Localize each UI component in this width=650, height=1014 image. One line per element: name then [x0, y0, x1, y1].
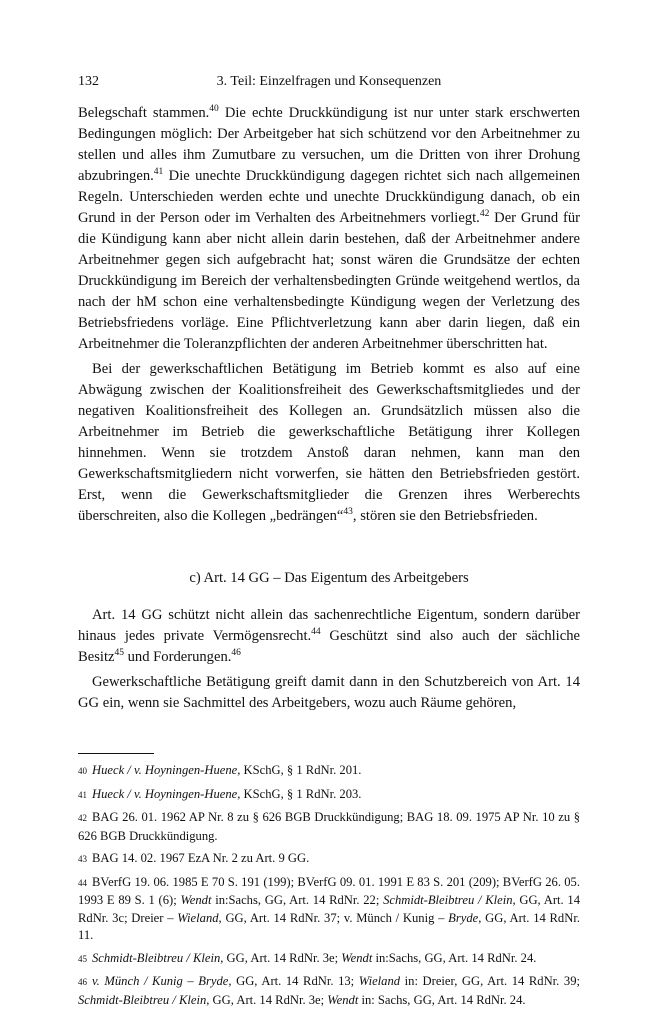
footnote: [78, 786, 580, 805]
italic-text: Wendt: [180, 893, 212, 907]
footnote: [78, 874, 580, 945]
footnote-ref: 45: [114, 648, 124, 658]
footnotes: [78, 762, 580, 1009]
italic-text: Schmidt-Bleibtreu / Klein,: [78, 992, 210, 1007]
footnote-ref: 43: [343, 507, 353, 517]
italic-text: Wieland: [358, 974, 401, 988]
footnote-ref: 46: [231, 648, 241, 658]
body-text: [78, 103, 580, 714]
text-run: und Forderungen.: [123, 649, 232, 665]
footnote: [78, 762, 580, 781]
text-run: GG, Art. 14 RdNr. 11.: [78, 910, 580, 942]
footnote-number: 43: [78, 854, 87, 864]
text-run: Die echte Druckkündigung ist nur unter stark erschwerten Bedingungen möglich: Der Arbeitgeber hat sich schützend vor den Arbeitnehmer zu stellen und alles ihm Zumutbare zu versuchen, um die Dritten von ihrer Drohung abzubringen.: [78, 105, 580, 184]
text-run: KSchG, § 1 RdNr. 203.: [240, 786, 362, 801]
footnote-number: 45: [78, 953, 87, 964]
running-title: 3. Teil: Einzelfragen und Konsequenzen: [216, 74, 442, 89]
footnote-number: 46: [78, 977, 87, 987]
footnote: [78, 950, 580, 969]
text-run: KSchG, § 1 RdNr. 201.: [240, 763, 362, 777]
footnote-ref: 44: [311, 627, 321, 637]
text-run: Art. 14 GG schützt nicht allein das sachenrechtliche Eigentum, sondern darüber hinaus jedes private Vermögensrecht.: [78, 607, 580, 644]
text-run: in: Dreier, GG, Art. 14 RdNr. 39;: [400, 974, 580, 988]
text-run: GG, Art. 14 RdNr. 3e;: [209, 992, 328, 1007]
italic-text: Wendt: [327, 992, 359, 1007]
text-run: Geschützt sind also auch der sächliche Besitz: [78, 628, 580, 665]
italic-text: v. Münch / Kunig – Bryde,: [92, 974, 232, 988]
footnote-ref: 40: [209, 104, 219, 114]
text-run: Die unechte Druckkündigung dagegen richtet sich nach allgemeinen Regeln. Unterschieden werden echte und unechte Druckkündigung danach, ob ein Grund in der Person oder im Verhalten des Arbeitnehmers vorliegt.: [78, 168, 580, 226]
footnote-number: 41: [78, 789, 87, 800]
italic-text: Schmidt-Bleibtreu / Klein,: [383, 893, 516, 907]
text-run: in:Sachs, GG, Art. 14 RdNr. 24.: [372, 950, 537, 965]
text-run: GG, Art. 14 RdNr. 37; v. Münch / Kunig –: [221, 910, 449, 925]
footnote: [78, 973, 580, 1009]
text-run: Der Grund für die Kündigung kann aber nicht allein darin bestehen, daß der Arbeitnehmer andere Arbeitnehmer gegen sich aufgebracht hat; sonst wären die Grundsätze der echten Druckkündigung im Bereich der verhaltensbedingten Gründe weitgehend wertlos, da nach der hM schon eine verhaltensbedingte Kündigung wegen der Verletzung des Betriebsfriedens vorläge. Eine Pflichtverletzung kann aber darin liegen, daß ein Arbeitnehmer die Toleranzpflichten der anderen Arbeitnehmer überschritten hat.: [78, 210, 580, 352]
italic-text: Bryde,: [448, 910, 482, 925]
page-number: 132: [78, 74, 99, 89]
text-run: BAG 14. 02. 1967 EzA Nr. 2 zu Art. 9 GG.: [92, 851, 310, 865]
text-run: GG, Art. 14 RdNr. 13;: [231, 974, 359, 988]
text-run: , stören sie den Betriebsfrieden.: [352, 508, 538, 524]
text-run: Belegschaft stammen.: [78, 105, 210, 121]
text-run: in: Sachs, GG, Art. 14 RdNr. 24.: [358, 992, 526, 1007]
paragraph: [78, 672, 580, 714]
footnote-ref: 42: [479, 209, 490, 219]
text-run: GG, Art. 14 RdNr. 3c; Dreier –: [78, 893, 580, 925]
italic-text: Wieland,: [177, 910, 222, 925]
paragraph: [78, 605, 580, 668]
italic-text: Wendt: [341, 950, 373, 965]
paragraph: [78, 359, 580, 527]
section-heading: c) Art. 14 GG – Das Eigentum des Arbeitgebers: [189, 570, 469, 586]
footnote: [78, 809, 580, 845]
text-run: Gewerkschaftliche Betätigung greift damit dann in den Schutzbereich von Art. 14 GG ein, wenn sie Sachmittel des Arbeitgebers, wozu auch Räume gehören,: [78, 674, 580, 711]
footnote-number: 40: [78, 766, 87, 776]
footnote-ref: 41: [153, 167, 164, 177]
italic-text: Hueck / v. Hoyningen-Huene,: [92, 763, 241, 777]
text-run: GG, Art. 14 RdNr. 3e;: [223, 950, 342, 965]
page-header: [78, 74, 580, 96]
paragraph: [78, 103, 580, 355]
footnote: [78, 850, 580, 869]
footnote-number: 42: [78, 813, 87, 823]
italic-text: Hueck / v. Hoyningen-Huene,: [92, 786, 241, 801]
text-run: BVerfG 19. 06. 1985 E 70 S. 191 (199); BVerfG 09. 01. 1991 E 83 S. 201 (209); BVerfG 26. 05. 1993 E 89 S. 1 (6);: [78, 874, 580, 907]
text-run: in:Sachs, GG, Art. 14 RdNr. 22;: [211, 893, 384, 907]
footnote-number: 44: [78, 877, 87, 888]
book-page: [78, 74, 580, 1014]
italic-text: Schmidt-Bleibtreu / Klein,: [92, 950, 224, 965]
footnote-separator: [78, 753, 154, 754]
text-run: Bei der gewerkschaftlichen Betätigung im Betrieb kommt es also auf eine Abwägung zwischen der Koalitionsfreiheit des Gewerkschaftsmitgliedes und der negativen Koalitionsfreiheit des Kollegen an. Grundsätzlich müssen also die Arbeitnehmer im Betrieb die gewerkschaftliche Betätigung ihrer Kollegen hinnehmen. Wenn sie trotzdem Anstoß daran nehmen, kann man den Gewerkschaftsmitgliedern nicht vorwerfen, sie hätten den Betriebsfrieden gestört. Erst, wenn die Gewerkschaftsmitglieder die Grenzen ihres Werberechts überschreiten, also die Kollegen „bedrängen“: [78, 361, 580, 524]
text-run: BAG 26. 01. 1962 AP Nr. 8 zu § 626 BGB Druckkündigung; BAG 18. 09. 1975 AP Nr. 10 zu § 626 BGB Druckkündigung.: [78, 810, 580, 843]
